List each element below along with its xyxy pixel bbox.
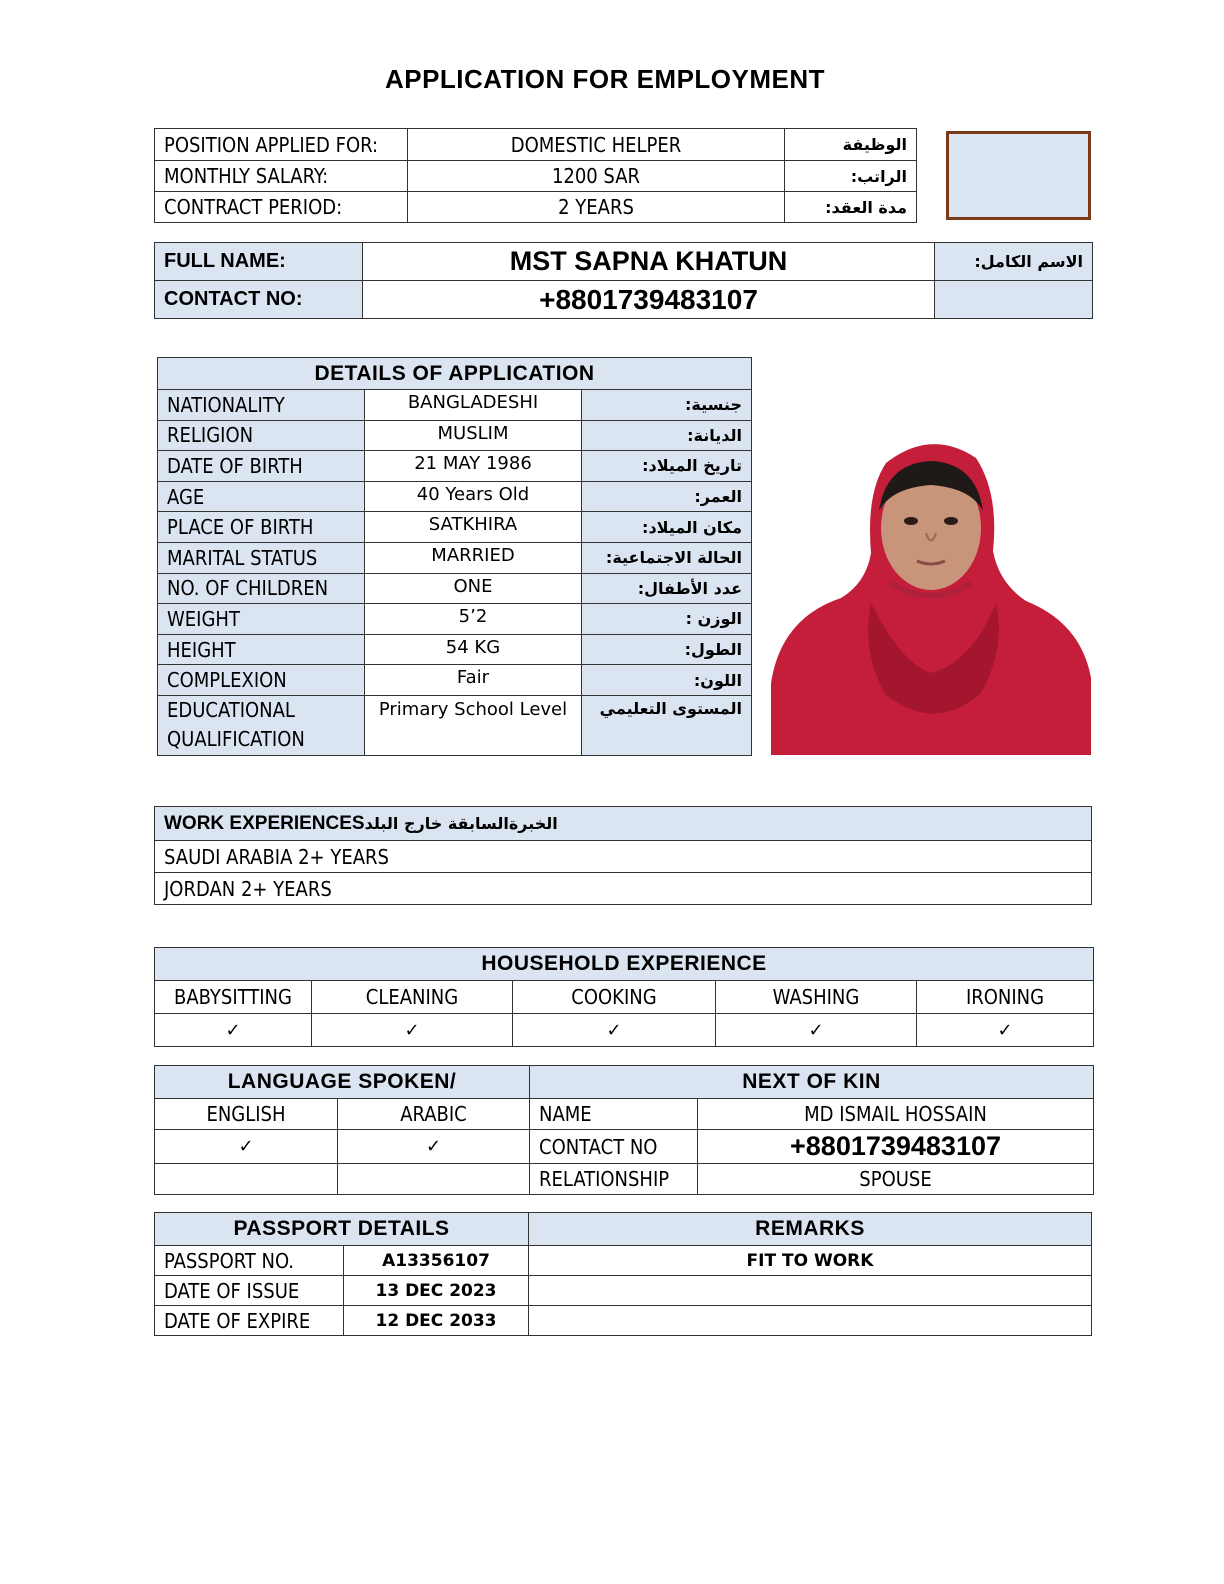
education-arabic: المستوى التعليمي bbox=[582, 695, 752, 755]
details-label: DATE OF BIRTH bbox=[158, 451, 365, 482]
household-table bbox=[154, 947, 1094, 1047]
work-table bbox=[154, 806, 1092, 905]
details-value: 21 MAY 1986 bbox=[365, 451, 582, 482]
details-arabic: مكان الميلاد: bbox=[582, 512, 752, 543]
skill-babysitting: BABYSITTING bbox=[155, 981, 312, 1014]
contract-value: 2 YEARS bbox=[408, 192, 785, 223]
photo-placeholder-box bbox=[946, 131, 1091, 220]
passport-expire-label: DATE OF EXPIRE bbox=[155, 1306, 344, 1336]
details-arabic: الديانة: bbox=[582, 420, 752, 451]
details-value: ONE bbox=[365, 573, 582, 604]
details-arabic: اللون: bbox=[582, 665, 752, 696]
skill-washing: WASHING bbox=[716, 981, 917, 1014]
language-empty-cell bbox=[338, 1164, 530, 1195]
contact-label: CONTACT NO: bbox=[155, 281, 363, 319]
applicant-photo bbox=[771, 433, 1091, 755]
language-table bbox=[154, 1065, 530, 1195]
salary-value: 1200 SAR bbox=[408, 161, 785, 192]
details-row bbox=[158, 481, 752, 512]
position-arabic: الوظيفة bbox=[785, 129, 917, 161]
remarks-value: FIT TO WORK bbox=[529, 1246, 1092, 1276]
language-arabic: ARABIC bbox=[338, 1099, 530, 1130]
work-row: SAUDI ARABIA 2+ YEARS bbox=[155, 841, 1092, 873]
details-row bbox=[158, 634, 752, 665]
kin-table bbox=[529, 1065, 1094, 1195]
work-heading-cell bbox=[155, 807, 1092, 841]
check-icon: ✓ bbox=[155, 1130, 338, 1164]
work-heading: WORK EXPERIENCES bbox=[164, 812, 365, 834]
details-row bbox=[158, 665, 752, 696]
details-value: 54 KG bbox=[365, 634, 582, 665]
details-value: 40 Years Old bbox=[365, 481, 582, 512]
details-row bbox=[158, 604, 752, 635]
details-label: NO. OF CHILDREN bbox=[158, 573, 365, 604]
passport-table bbox=[154, 1212, 529, 1336]
passport-issue-label: DATE OF ISSUE bbox=[155, 1276, 344, 1306]
details-row bbox=[158, 542, 752, 573]
language-heading: LANGUAGE SPOKEN/ bbox=[155, 1066, 530, 1099]
full-name-value: MST SAPNA KHATUN bbox=[363, 243, 935, 281]
details-arabic: جنسية: bbox=[582, 390, 752, 421]
applicant-photo-illustration bbox=[771, 433, 1091, 755]
details-label: HEIGHT bbox=[158, 634, 365, 665]
details-value: 5’2 bbox=[365, 604, 582, 635]
details-row bbox=[158, 512, 752, 543]
details-label: WEIGHT bbox=[158, 604, 365, 635]
details-value: Fair bbox=[365, 665, 582, 696]
work-heading-arabic: الخبرةالسابقة خارج البلد bbox=[364, 813, 558, 833]
passport-expire-value: 12 DEC 2033 bbox=[344, 1306, 529, 1336]
details-arabic: عدد الأطفال: bbox=[582, 573, 752, 604]
details-table bbox=[157, 357, 752, 756]
salary-label: MONTHLY SALARY: bbox=[155, 161, 408, 192]
details-row bbox=[158, 390, 752, 421]
details-heading: DETAILS OF APPLICATION bbox=[158, 358, 752, 390]
contract-arabic: مدة العقد: bbox=[785, 192, 917, 223]
details-arabic: الوزن : bbox=[582, 604, 752, 635]
skill-cleaning: CLEANING bbox=[312, 981, 513, 1014]
identity-table bbox=[154, 242, 1093, 319]
check-icon: ✓ bbox=[716, 1014, 917, 1047]
details-row bbox=[158, 451, 752, 482]
education-label bbox=[158, 695, 365, 755]
check-icon: ✓ bbox=[338, 1130, 530, 1164]
details-label: AGE bbox=[158, 481, 365, 512]
kin-contact-label: CONTACT NO bbox=[530, 1130, 698, 1164]
position-label: POSITION APPLIED FOR: bbox=[155, 129, 408, 161]
details-label: MARITAL STATUS bbox=[158, 542, 365, 573]
education-value: Primary School Level bbox=[365, 695, 582, 755]
full-name-arabic: الاسم الكامل: bbox=[935, 243, 1093, 281]
details-label: COMPLEXION bbox=[158, 665, 365, 696]
household-heading: HOUSEHOLD EXPERIENCE bbox=[155, 948, 1094, 981]
details-value: MARRIED bbox=[365, 542, 582, 573]
details-arabic: الحالة الاجتماعية: bbox=[582, 542, 752, 573]
details-label: PLACE OF BIRTH bbox=[158, 512, 365, 543]
skill-cooking: COOKING bbox=[513, 981, 716, 1014]
remarks-table bbox=[528, 1212, 1092, 1336]
page-title: APPLICATION FOR EMPLOYMENT bbox=[384, 64, 826, 94]
passport-issue-value: 13 DEC 2023 bbox=[344, 1276, 529, 1306]
skill-ironing: IRONING bbox=[917, 981, 1094, 1014]
education-label-line1: EDUCATIONAL bbox=[167, 698, 295, 723]
contract-label: CONTRACT PERIOD: bbox=[155, 192, 408, 223]
check-icon: ✓ bbox=[312, 1014, 513, 1047]
remarks-heading: REMARKS bbox=[529, 1213, 1092, 1246]
kin-relationship-value: SPOUSE bbox=[698, 1164, 1094, 1195]
kin-relationship-label: RELATIONSHIP bbox=[530, 1164, 698, 1195]
details-label: NATIONALITY bbox=[158, 390, 365, 421]
details-arabic: العمر: bbox=[582, 481, 752, 512]
kin-name-value: MD ISMAIL HOSSAIN bbox=[698, 1099, 1094, 1130]
kin-contact-value: +8801739483107 bbox=[698, 1130, 1094, 1164]
check-icon: ✓ bbox=[917, 1014, 1094, 1047]
remarks-empty-row bbox=[529, 1276, 1092, 1306]
salary-arabic: الراتب: bbox=[785, 161, 917, 192]
contact-arabic-cell bbox=[935, 281, 1093, 319]
contact-value: +8801739483107 bbox=[363, 281, 935, 319]
position-value: DOMESTIC HELPER bbox=[408, 129, 785, 161]
kin-heading: NEXT OF KIN bbox=[530, 1066, 1094, 1099]
details-arabic: الطول: bbox=[582, 634, 752, 665]
details-value: MUSLIM bbox=[365, 420, 582, 451]
work-row: JORDAN 2+ YEARS bbox=[155, 873, 1092, 905]
education-label-line2: QUALIFICATION bbox=[167, 727, 305, 752]
check-icon: ✓ bbox=[155, 1014, 312, 1047]
details-arabic: تاريخ الميلاد: bbox=[582, 451, 752, 482]
details-label: RELIGION bbox=[158, 420, 365, 451]
details-row bbox=[158, 573, 752, 604]
check-icon: ✓ bbox=[513, 1014, 716, 1047]
remarks-empty-row bbox=[529, 1306, 1092, 1336]
position-table bbox=[154, 128, 917, 223]
language-empty-cell bbox=[155, 1164, 338, 1195]
passport-heading: PASSPORT DETAILS bbox=[155, 1213, 529, 1246]
passport-no-label: PASSPORT NO. bbox=[155, 1246, 344, 1276]
full-name-label: FULL NAME: bbox=[155, 243, 363, 281]
details-rows bbox=[158, 390, 752, 696]
details-value: BANGLADESHI bbox=[365, 390, 582, 421]
details-value: SATKHIRA bbox=[365, 512, 582, 543]
kin-name-label: NAME bbox=[530, 1099, 698, 1130]
passport-no-value: A13356107 bbox=[344, 1246, 529, 1276]
details-row bbox=[158, 420, 752, 451]
language-english: ENGLISH bbox=[155, 1099, 338, 1130]
